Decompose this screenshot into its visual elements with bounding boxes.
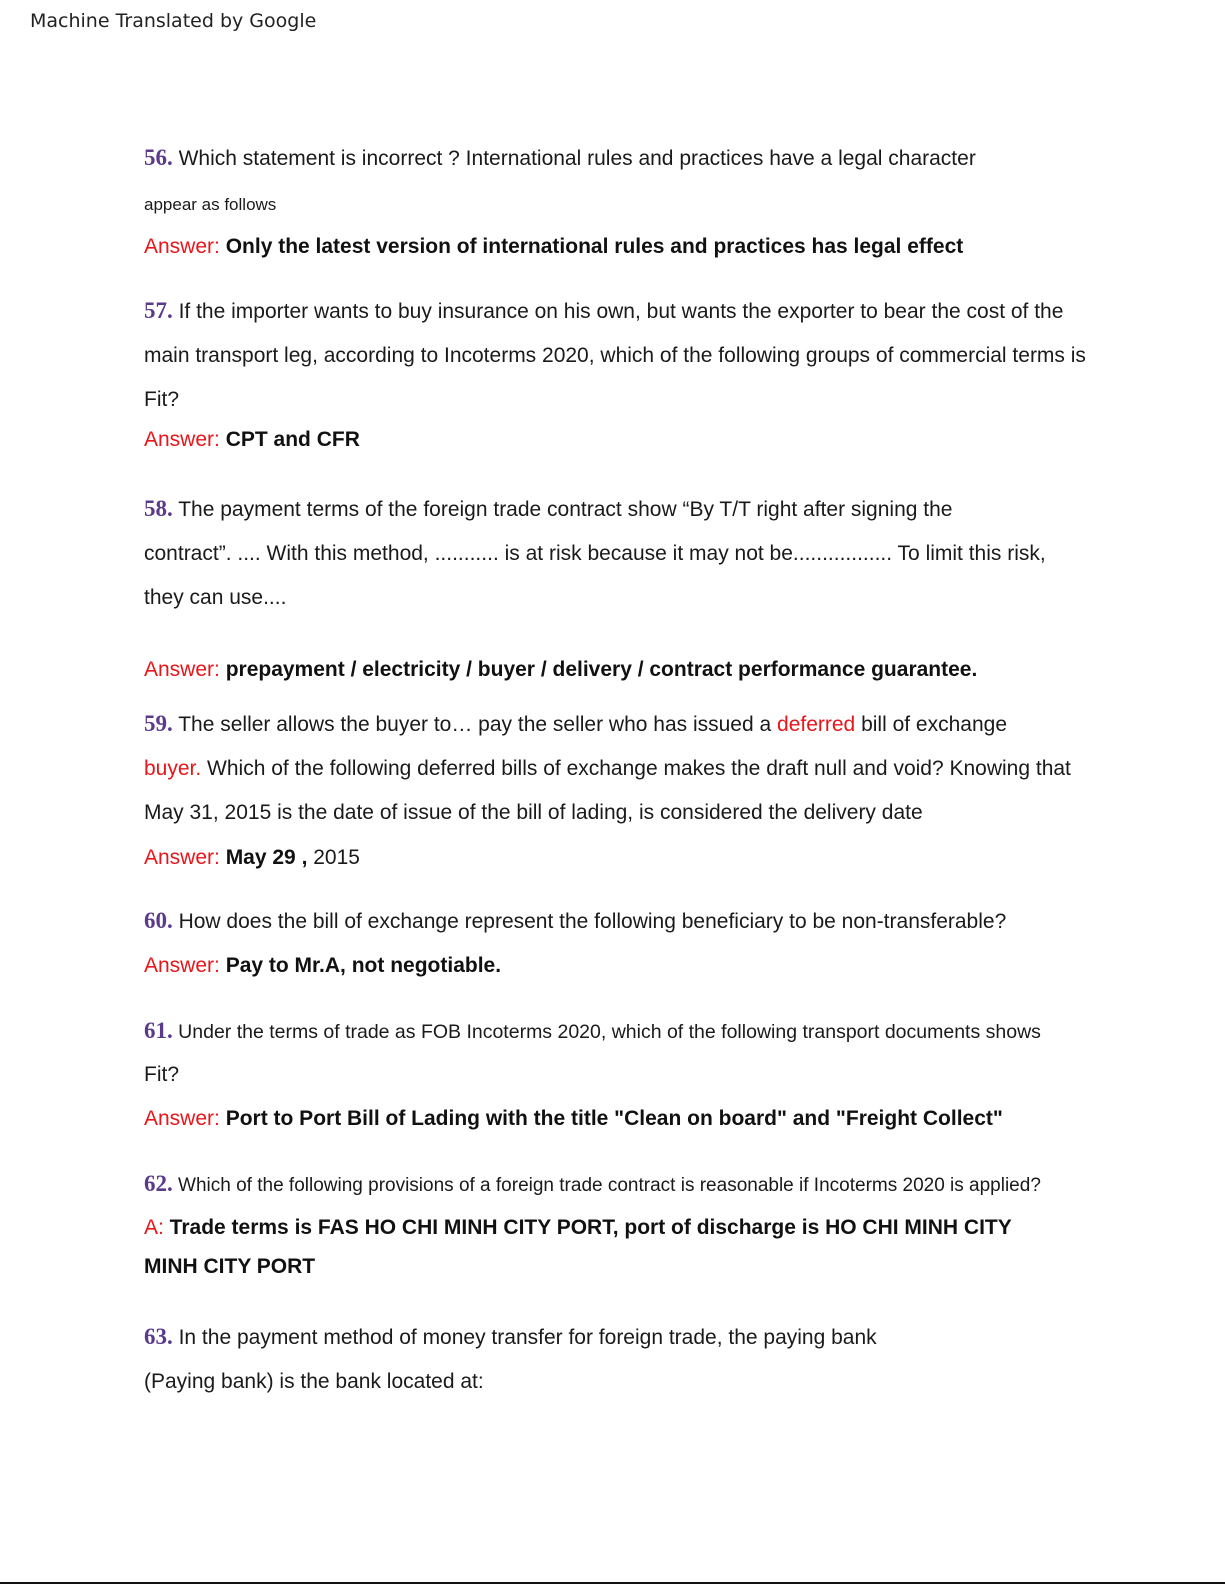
question-62-answer-line2: MINH CITY PORT	[144, 1255, 316, 1278]
answer-label: Answer:	[144, 846, 220, 869]
question-59-line2	[144, 756, 1071, 782]
question-text: Which of the following deferred bills of exchange makes the draft null and void? Knowing that	[201, 757, 1071, 780]
question-57-answer	[144, 427, 360, 453]
question-60-line1	[144, 908, 1006, 935]
answer-label: Answer:	[144, 1107, 220, 1130]
answer-label: Answer:	[144, 658, 220, 681]
answer-label: A:	[144, 1216, 164, 1239]
question-61-answer	[144, 1106, 1003, 1132]
answer-text: Trade terms is FAS HO CHI MINH CITY PORT, port of discharge is HO CHI MINH CITY	[163, 1216, 1012, 1239]
question-57-line2: main transport leg, according to Incoterms 2020, which of the following groups of commercial terms is	[144, 344, 1086, 367]
question-text: bill of exchange	[855, 713, 1008, 736]
question-59-line3: May 31, 2015 is the date of issue of the bill of lading, is considered the delivery date	[144, 801, 923, 824]
question-59-line1	[144, 711, 1007, 738]
question-text: Which statement is incorrect ? International rules and practices have a legal character	[172, 147, 976, 170]
question-text: Which of the following provisions of a foreign trade contract is reasonable if Incoterms 2020 is applied?	[172, 1175, 1041, 1196]
answer-label: Answer:	[144, 428, 220, 451]
question-59-answer	[144, 845, 360, 871]
question-number: 56.	[144, 145, 173, 170]
question-text: If the importer wants to buy insurance on his own, but wants the exporter to bear the cost of the	[172, 300, 1064, 323]
answer-text: May 29 ,	[219, 846, 308, 869]
question-58-answer	[144, 657, 977, 683]
question-text: The seller allows the buyer to… pay the seller who has issued a	[172, 713, 778, 736]
question-number: 59.	[144, 711, 173, 736]
question-text: The payment terms of the foreign trade contract show “By T/T right after signing the	[172, 498, 953, 521]
question-63-line1	[144, 1324, 877, 1351]
page-bottom-rule	[0, 1582, 1225, 1584]
answer-label: Answer:	[144, 954, 220, 977]
question-56-line2: appear as follows	[144, 195, 277, 214]
question-number: 57.	[144, 298, 173, 323]
question-62-line1	[144, 1171, 1041, 1199]
answer-text: CPT and CFR	[219, 428, 360, 451]
question-58-line2: contract”. .... With this method, ........... is at risk because it may not be................. To limit this risk,	[144, 542, 1046, 565]
question-56-line1	[144, 145, 976, 172]
question-58-line1	[144, 496, 952, 523]
answer-text: Port to Port Bill of Lading with the title "Clean on board" and "Freight Collect"	[219, 1107, 1003, 1130]
question-text: In the payment method of money transfer for foreign trade, the paying bank	[172, 1326, 877, 1349]
answer-label: Answer:	[144, 235, 220, 258]
question-62-answer	[144, 1215, 1012, 1241]
answer-text: Pay to Mr.A, not negotiable.	[219, 954, 502, 977]
answer-text: prepayment / electricity / buyer / delivery / contract performance guarantee.	[219, 658, 978, 681]
question-number: 63.	[144, 1324, 173, 1349]
question-61-line1	[144, 1018, 1041, 1045]
question-text: How does the bill of exchange represent the following beneficiary to be non-transferable?	[172, 910, 1007, 933]
question-58-line3: they can use....	[144, 586, 287, 609]
question-number: 60.	[144, 908, 173, 933]
question-number: 61.	[144, 1018, 173, 1043]
question-63-line2: (Paying bank) is the bank located at:	[144, 1370, 484, 1393]
question-number: 58.	[144, 496, 173, 521]
question-56-answer	[144, 234, 963, 260]
highlighted-word: deferred	[777, 713, 856, 736]
question-61-line2: Fit?	[144, 1063, 180, 1086]
question-number: 62.	[144, 1171, 173, 1196]
question-57-line3: Fit?	[144, 388, 180, 411]
machine-translation-note: Machine Translated by Google	[30, 10, 317, 32]
question-text: Under the terms of trade as FOB Incoterms 2020, which of the following transport documents shows	[172, 1021, 1041, 1043]
answer-text: Only the latest version of international rules and practices has legal effect	[219, 235, 964, 258]
highlighted-word: buyer.	[144, 757, 202, 780]
answer-text-plain: 2015	[307, 846, 360, 869]
question-60-answer	[144, 953, 501, 979]
question-57-line1	[144, 298, 1063, 325]
